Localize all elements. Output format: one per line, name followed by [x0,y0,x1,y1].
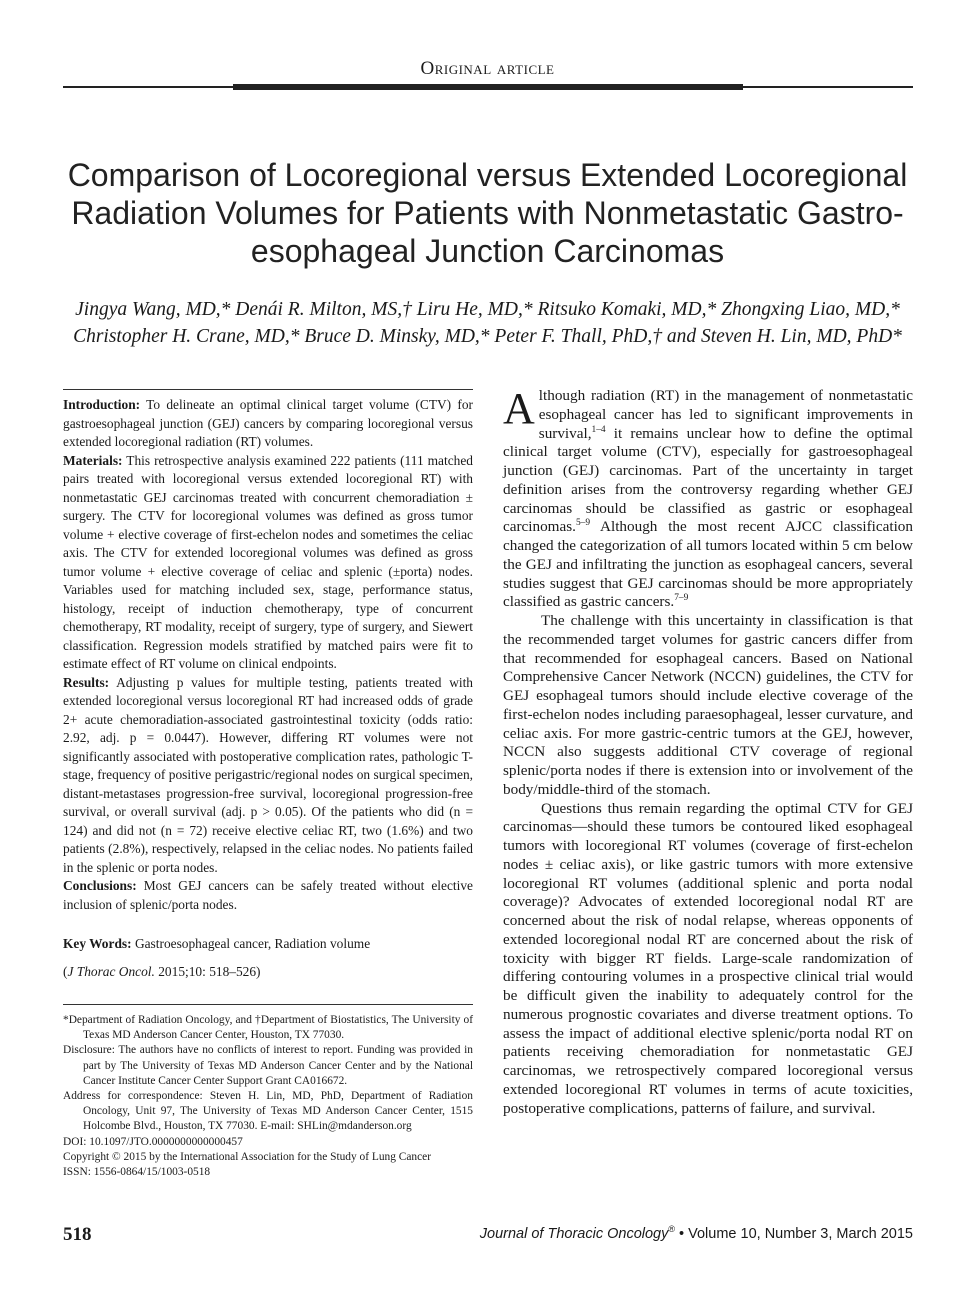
page-number: 518 [63,1224,92,1245]
footnotes [63,1013,473,1180]
keywords: Key Words: Gastroesophageal cancer, Radiation volume [63,936,371,951]
footnote-disclosure: Disclosure: The authors have no conflicts of interest to report. Funding was provided in part by The University of Texas MD Anderson Cancer Center and by the National Cancer Institute Cancer Center Support Grant CA016672. [63,1044,473,1087]
citation: (J Thorac Oncol. 2015;10: 518–526) [63,964,261,979]
abstract-results: Results: Adjusting p values for multiple testing, patients treated with extended locoregional versus locoregional RT had increased odds of grade 2+ acute chemoradiation-associated gastrointestinal toxicity (odds ratio: 2.92, adj. p = 0.0447). However, differing RT volumes were not significantly associated with postoperative complication rates, pathologic T-stage, frequency of positive perigastric/regional nodes on surgical specimen, distant-metastases progression-free survival, locoregional progression-free survival, or overall survival (adj. p > 0.05). Of the patients who did (n = 124) and did not (n = 72) receive elective celiac RT, two (1.6%) and two patients (2.8%), respectively, relapsed in the celiac nodes. No patients failed in the splenic or porta nodes. [63,674,473,875]
footnote-affiliations: *Department of Radiation Oncology, and †Department of Biostatistics, The University of Texas MD Anderson Cancer Center, Houston, TX 77030. [63,1014,473,1042]
author-list [50,296,925,350]
footnote-copyright: Copyright © 2015 by the International Association for the Study of Lung Cancer [63,1150,432,1163]
body-text [503,384,913,1118]
section-label: Original article [420,58,555,79]
article-title: Comparison of Locoregional versus Extended Locoregional Radiation Volumes for Patients with Nonmetastatic Gastro-esophageal Junction Carcinomas [67,157,908,269]
journal-footer: Journal of Thoracic Oncology® • Volume 10, Number 3, March 2015 [479,1224,913,1242]
drop-cap: A [503,384,535,433]
body-paragraph-2: The challenge with this uncertainty in classification is that the recommended target volumes for gastric cancers differ from that recommended for esophageal cancers. Based on National Comprehensive Cancer Network (NCCN) guidelines, the CTV for GEJ esophageal tumors should include elective coverage of the first-echelon nodes including paraesophageal, lesser curvature, and celiac axis. For more gastric-centric tumors at the GEJ, however, NCCN also suggests additional CTV coverage of regional splenic/porta nodes if there is extension into or involvement of the body/middle-third of the stomach. [503,612,913,798]
abstract-conclusions: Conclusions: Most GEJ cancers can be safely treated without elective inclusion of splenic/porta nodes. [63,878,473,912]
footnote-issn: ISSN: 1556-0864/15/1003-0518 [63,1166,211,1179]
abstract [63,396,473,914]
header-rule-accent [233,84,743,90]
authors-line-1: Jingya Wang, MD,* Denái R. Milton, MS,† Liru He, MD,* Ritsuko Komaki, MD,* Zhongxing Liao, MD,* [75,299,900,320]
abstract-top-rule [63,389,473,390]
footnote-correspondence: Address for correspondence: Steven H. Lin, MD, PhD, Department of Radiation Oncology, Unit 97, The University of Texas MD Anderson Cancer Center, 1515 Holcombe Blvd., Houston, TX 77030. E-mail: SHLin@mdanderson.org [63,1090,473,1133]
footnote-doi: DOI: 10.1097/JTO.0000000000000457 [63,1135,243,1148]
abstract-materials: Materials: This retrospective analysis examined 222 patients (111 matched pairs treated with locoregional versus extended locoregional RT) with nonmetastatic GEJ carcinomas treated with concurrent chemoradiation ± surgery. The CTV for locoregional volumes was defined as gross tumor volume + elective coverage of first-echelon nodes and sometimes the celiac axis. The CTV for extended locoregional volumes was defined as gross tumor volume + elective coverage of celiac and splenic (±porta) nodes. Variables used for matching included sex, stage, performance status, histology, receipt of induction chemotherapy, type of concurrent chemotherapy, RT modality, receipt of surgery, type of surgery, and Siewert classification. Regression models stratified by matched pairs were fit to estimate effect of RT volume on clinical endpoints. [63,452,474,671]
body-paragraph-1: Although radiation (RT) in the management of nonmetastatic esophageal cancer has led to significant improvements in survival,$^{1-4}$ it remains unclear how to define the optimal clinical target volume (CTV), especially for gastroesophageal junction (GEJ) carcinomas. Part of the uncertainty in target definition arises from the controversy regarding whether GEJ carcinomas should be classified as gastric or esophageal carcinomas.$^{5-9}$ Although the most recent AJCC classification changed the categorization of all tumors located within 5 cm below the GEJ and infiltrating the junction as esophageal cancers, several studies suggest that GEJ carcinomas should be more appropriately classified as gastric cancers.$^{7-9}$ [503,384,913,611]
abstract-introduction: Introduction: To delineate an optimal clinical target volume (CTV) for gastroesophageal junction (GEJ) cancers by comparing locoregional versus extended locoregional radiation (RT) volumes. [63,397,473,449]
footnote-rule [63,1004,473,1005]
body-paragraph-3: Questions thus remain regarding the optimal CTV for GEJ carcinomas—should these tumors be contoured liked esophageal tumors with locoregional RT volumes (coverage of first-echelon nodes ± celiac axis), or like gastric tumors with more extensive locoregional RT volumes (additional splenic and porta nodal coverage)? Advocates of extended locoregional nodal RT are concerned about the risk of nodal relapse, whereas opponents of extended locoregional nodal RT are concerned about the risk of toxicity with bigger RT fields. Large-scale randomization of differing contouring volumes in a prospective clinical trial would be difficult given the inability to adequately control for the numerous prognostic covariates and diverse treatment options. To assess the impact of additional elective splenic/porta nodal RT on patients receiving chemoradiation for nonmetastatic GEJ carcinomas, we retrospectively compared locoregional versus extended locoregional RT volumes in terms of acute toxicities, postoperative complications, patterns of failure, and survival. [503,799,913,1117]
authors-line-2: Christopher H. Crane, MD,* Bruce D. Minsky, MD,* Peter F. Thall, PhD,† and Steven H. Lin, MD, PhD* [73,326,902,347]
